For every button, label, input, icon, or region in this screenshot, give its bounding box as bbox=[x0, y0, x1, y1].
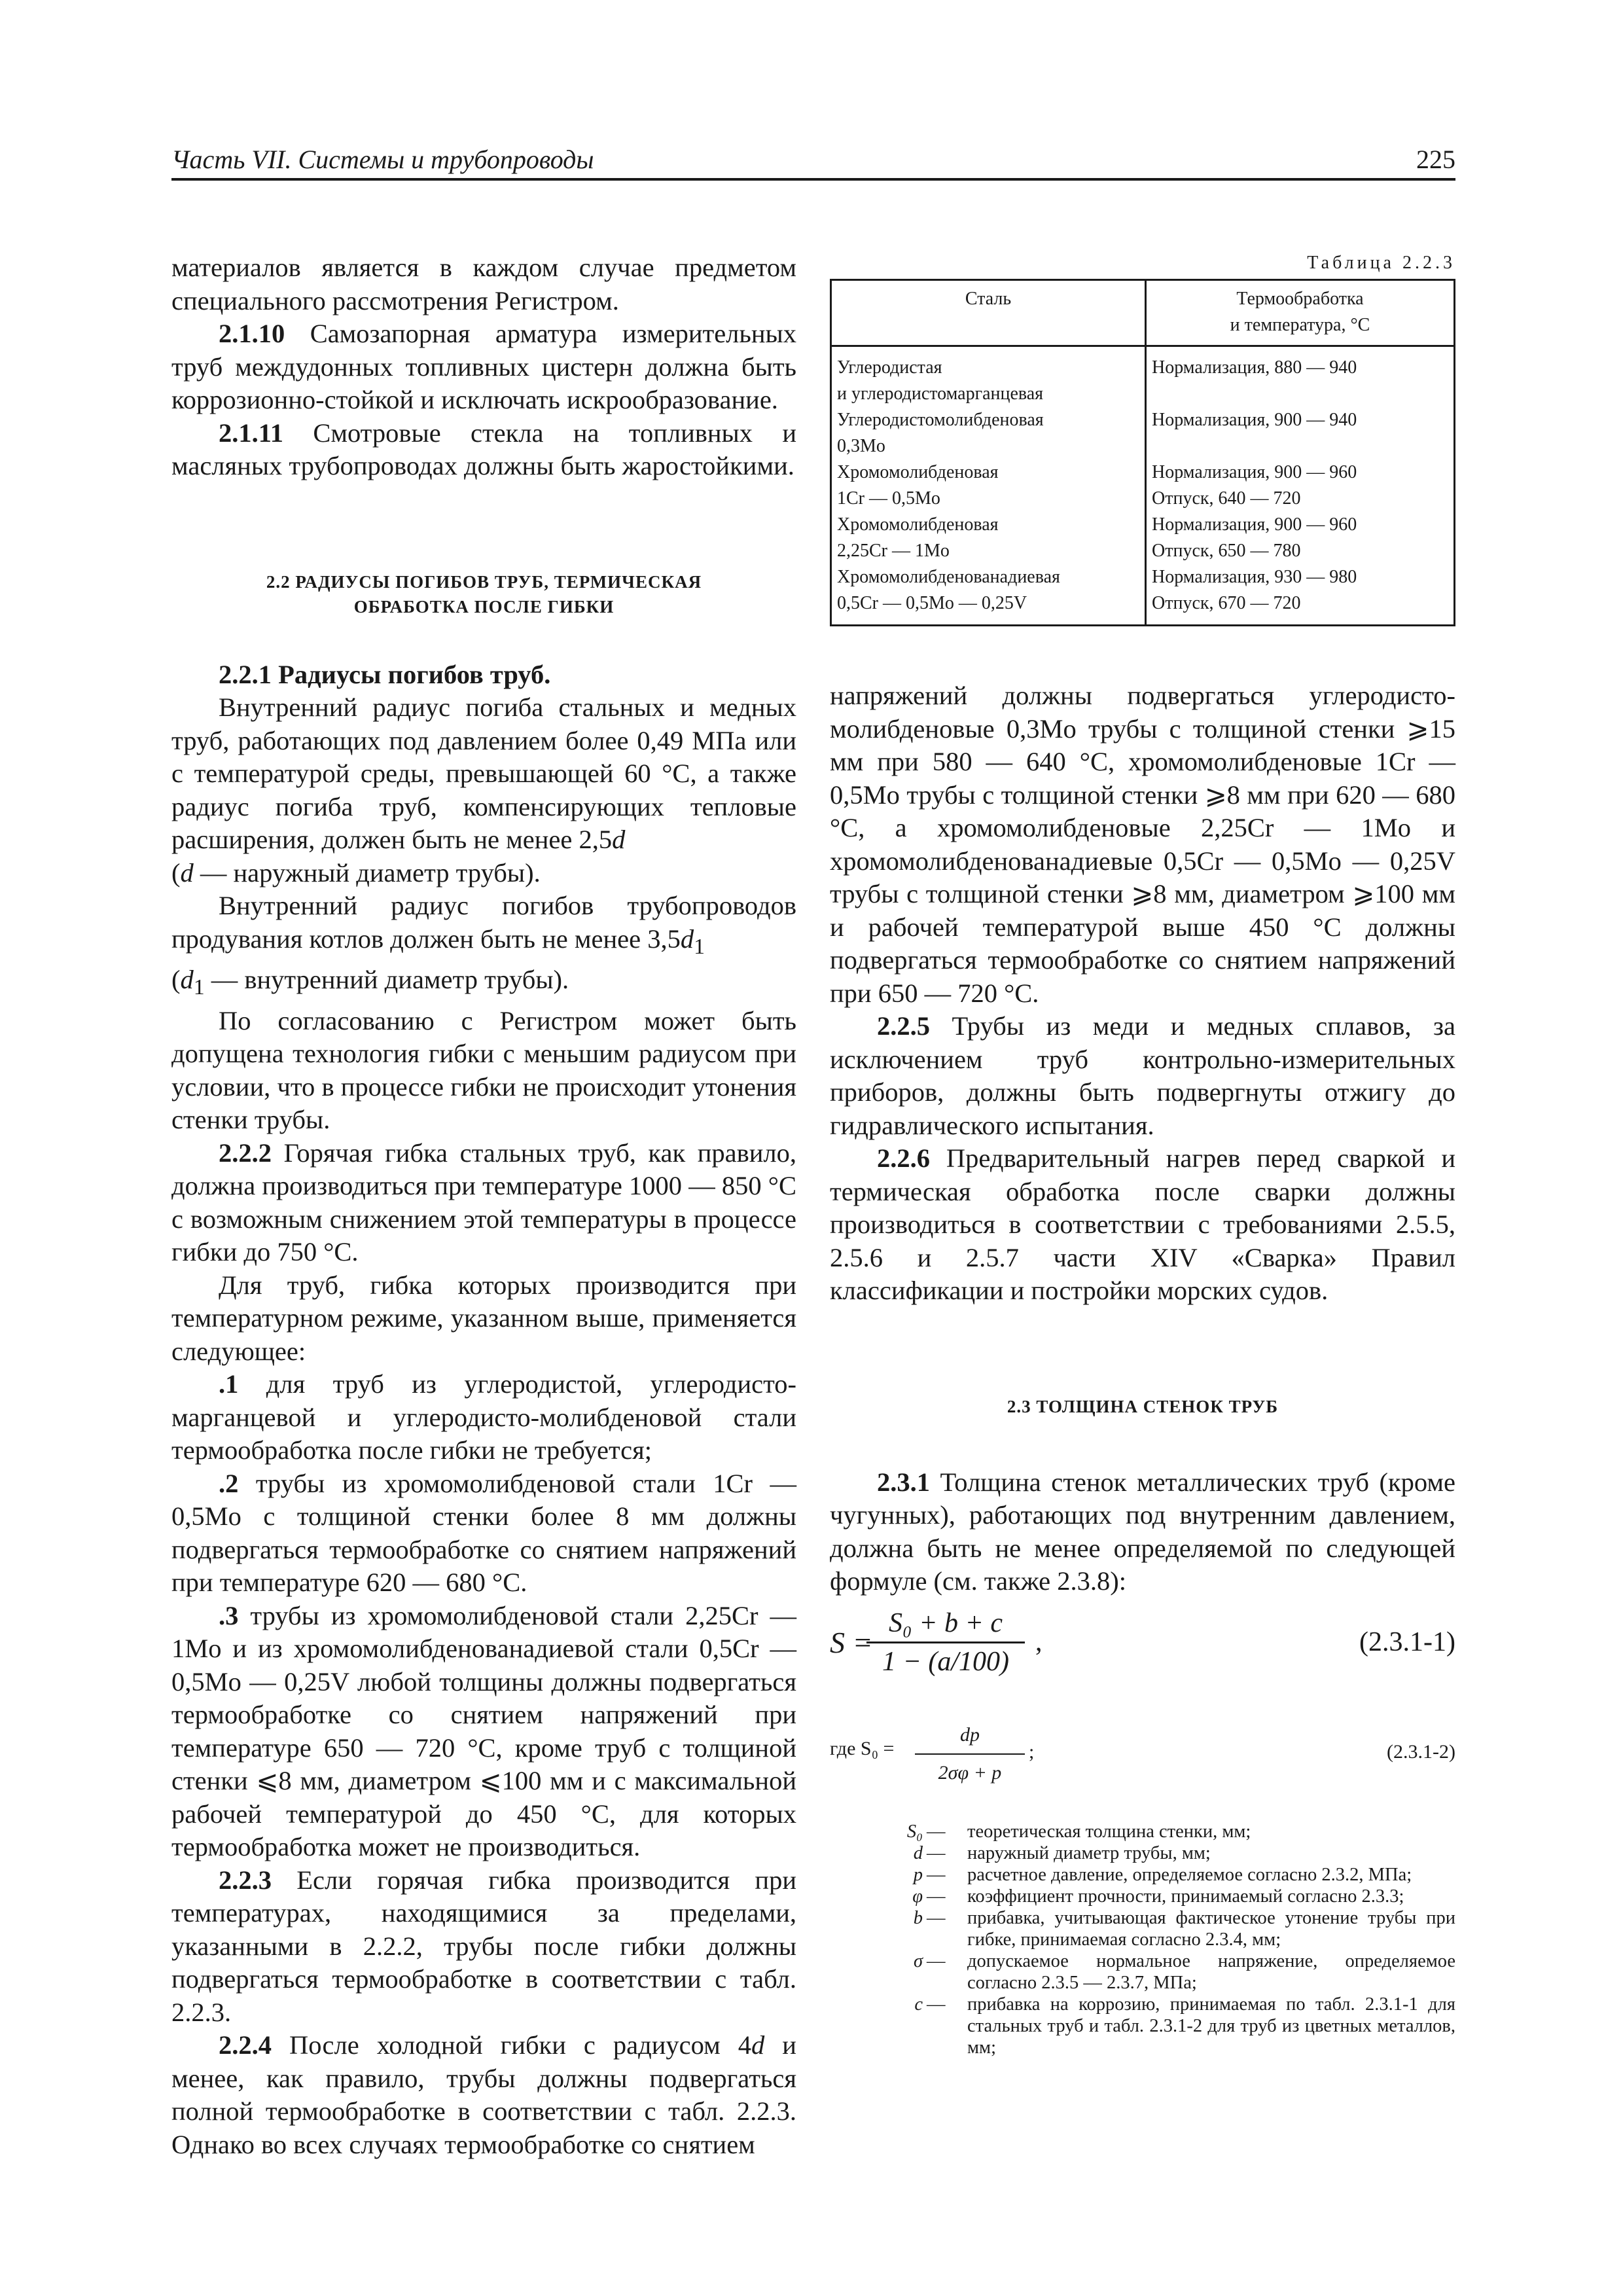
paragraph-2-2-5 bbox=[830, 1010, 1455, 1142]
table-row bbox=[831, 564, 1455, 590]
list-item-1 bbox=[171, 1368, 796, 1467]
table-row bbox=[831, 590, 1455, 626]
formula-fraction bbox=[915, 1719, 1025, 1790]
formula-2-3-1-2 bbox=[830, 1719, 1455, 1782]
cell-treatment: Отпуск, 650 — 780 bbox=[1146, 538, 1455, 564]
cell-steel: Хромомолибденованадиевая bbox=[831, 564, 1146, 590]
cell-treatment: Нормализация, 880 — 940 bbox=[1146, 346, 1455, 382]
symbol-d1: d bbox=[180, 965, 194, 995]
legend-text: расчетное давление, определяемое согласно 2.3.2, МПа; bbox=[967, 1864, 1412, 1885]
cell-steel: 1Cr — 0,5Mo bbox=[831, 486, 1146, 512]
item-text: для труб из углеродистой, углеродисто-марганцевой и углеродисто-молибденовой стали термообработка после гибки не требуется; bbox=[171, 1369, 796, 1465]
clause-number: 2.2.4 bbox=[219, 2030, 272, 2060]
paragraph-2-1-11 bbox=[171, 417, 796, 483]
legend-dash: — bbox=[927, 1821, 946, 1842]
clause-number: 2.1.10 bbox=[219, 319, 285, 348]
header-rule bbox=[171, 178, 1455, 181]
table-block bbox=[830, 251, 1455, 626]
formula-number: (2.3.1-2) bbox=[1387, 1740, 1455, 1763]
paragraph-regime: Для труб, гибка которых производится при температурном режиме, указанном выше, применяется следующее: bbox=[171, 1270, 796, 1366]
clause-text: Трубы из меди и медных сплавов, за исключением труб контрольно-измерительных приборов, должны быть подвергнуты отжигу до гидравлического испытания. bbox=[830, 1011, 1455, 1140]
clause-text: Смотровые стекла на топливных и масляных трубопроводах должны быть жаростойкими. bbox=[171, 418, 796, 480]
list-item-2 bbox=[171, 1467, 796, 1600]
cell-treatment: Нормализация, 930 — 980 bbox=[1146, 564, 1455, 590]
list-item-3 bbox=[171, 1600, 796, 1864]
fraction-bar bbox=[915, 1753, 1025, 1755]
section-heading-2-2 bbox=[171, 569, 796, 619]
legend-item bbox=[830, 1950, 1455, 1994]
legend-text: допускаемое нормальное напряжение, определяемое согласно 2.3.5 — 2.3.7, МПа; bbox=[967, 1950, 1455, 1993]
paragraph-2-2-4 bbox=[171, 2029, 796, 2161]
legend-text: теоретическая толщина стенки, мм; bbox=[967, 1821, 1251, 1842]
legend-text: прибавка, учитывающая фактическое утонение трубы при гибке, принимаемая согласно 2.3.4, мм; bbox=[967, 1907, 1455, 1950]
legend-symbol: p bbox=[913, 1864, 923, 1885]
clause-number: 2.2.2 bbox=[219, 1138, 272, 1168]
table-row bbox=[831, 538, 1455, 564]
text: Внутренний радиус погибов трубопроводов продувания котлов должен быть не менее 3,5 bbox=[171, 891, 796, 954]
legend-item bbox=[830, 1821, 1455, 1842]
page-number: 225 bbox=[1416, 145, 1455, 174]
legend-item bbox=[830, 1907, 1455, 1950]
table-row bbox=[831, 407, 1455, 433]
spacer bbox=[830, 1419, 1455, 1458]
paragraph-2-2-6 bbox=[830, 1142, 1455, 1308]
formula-numerator: S₀ + b + c bbox=[889, 1607, 1003, 1638]
clause-text: Предварительный нагрев перед сваркой и термическая обработка после сварки должны производиться в соответствии с требованиями 2.5.5, 2.5.6 и 2.5.7 части XIV «Сварка» Правил классификации и постройки морских судов. bbox=[830, 1143, 1455, 1305]
item-number: .2 bbox=[219, 1468, 239, 1498]
cell-steel: 0,3Mo bbox=[831, 433, 1146, 459]
paragraph-blowdown-radius: Внутренний радиус погибов трубопроводов продувания котлов должен быть не менее $3,5d_1$ ($d_1$ — внутренний диаметр трубы). bbox=[171, 891, 796, 1000]
cell-steel: 2,25Cr — 1Mo bbox=[831, 538, 1146, 564]
item-text: трубы из хромомолибденовой стали 1Cr — 0,5Mo с толщиной стенки более 8 мм должны подвергаться термообработке со снятием напряжений при температуре 620 — 680 °С. bbox=[171, 1468, 796, 1598]
cell-treatment: Нормализация, 900 — 940 bbox=[1146, 407, 1455, 433]
cell-treatment bbox=[1146, 381, 1455, 407]
subscript: 1 bbox=[694, 934, 705, 959]
clause-text: Если горячая гибка производится при температурах, находящимися за пределами, указанными в 2.2.2, трубы после гибки должны подвергаться термообработке в соответствии с табл. 2.2.3. bbox=[171, 1865, 796, 2027]
cell-steel: Углеродистая bbox=[831, 346, 1146, 382]
cell-steel: и углеродистомарганцевая bbox=[831, 381, 1146, 407]
legend-dash: — bbox=[927, 1842, 946, 1863]
text: Внутренний радиус погиба стальных и медных труб, работающих под давлением более 0,49 МПа или с температурой среды, превышающей 60 °С, а также радиус погиба труб, компенсирующих тепловые расширения, должен быть не менее 2,5 bbox=[171, 692, 796, 854]
spacer bbox=[830, 1679, 1455, 1719]
formula-denominator: 2σφ + p bbox=[938, 1762, 1002, 1784]
formula-number: (2.3.1-1) bbox=[1359, 1626, 1455, 1657]
item-text: трубы из хромомолибденовой стали 2,25Cr — 1Mo и из хромомолибденованадиевой стали 0,5Cr — 0,5Mo — 0,25V любой толщины должны подвергаться термообработке со снятием напряжений при температуре 650 — 720 °С, кроме труб с толщиной стенки ⩽8 мм, диаметром ⩽100 мм и с максимальной рабочей температурой до 450 °С, для которых термообработка может не производиться. bbox=[171, 1600, 796, 1862]
formula-comma: , bbox=[1035, 1626, 1043, 1657]
legend-item bbox=[830, 1994, 1455, 2058]
legend-text: прибавка на коррозию, принимаемая по табл. 2.3.1-1 для стальных труб и табл. 2.3.1-2 для труб из цветных металлов, мм; bbox=[967, 1994, 1455, 2058]
column-header-treatment bbox=[1146, 280, 1455, 346]
symbol-d: d bbox=[180, 857, 194, 888]
paragraph-2-1-10 bbox=[171, 317, 796, 417]
heat-treatment-table bbox=[830, 279, 1455, 626]
symbol-legend bbox=[830, 1821, 1455, 2058]
formula-numerator: dp bbox=[960, 1723, 980, 1746]
table-row bbox=[831, 381, 1455, 407]
clause-text: После холодной гибки с радиусом 4 bbox=[272, 2030, 752, 2060]
text: — наружный диаметр трубы). bbox=[193, 857, 541, 888]
table-row bbox=[831, 346, 1455, 382]
legend-dash: — bbox=[927, 1994, 946, 2015]
left-column bbox=[171, 251, 796, 2161]
heading-line-2: ОБРАБОТКА ПОСЛЕ ГИБКИ bbox=[353, 596, 615, 617]
header-line: Термообработка bbox=[1236, 289, 1364, 309]
clause-text: Толщина стенок металлических труб (кроме чугунных), работающих под внутренним давлением, должна быть не менее определяемой по следующей формуле (см. также 2.3.8): bbox=[830, 1467, 1455, 1596]
paragraph-2-3-1 bbox=[830, 1466, 1455, 1598]
table-row bbox=[831, 459, 1455, 486]
legend-text: коэффициент прочности, принимаемый согласно 2.3.3; bbox=[967, 1886, 1404, 1907]
formula-lhs: S = bbox=[830, 1625, 873, 1659]
subscript: 1 bbox=[193, 975, 205, 1000]
spacer bbox=[830, 1308, 1455, 1394]
formula-fraction bbox=[866, 1606, 1025, 1679]
legend-symbol: c bbox=[914, 1994, 923, 2015]
paragraph-2-2-2 bbox=[171, 1137, 796, 1269]
text: — внутренний диаметр трубы). bbox=[204, 965, 569, 995]
column-header-steel: Сталь bbox=[831, 280, 1146, 346]
heading-line-1: 2.2 РАДИУСЫ ПОГИБОВ ТРУБ, ТЕРМИЧЕСКАЯ bbox=[266, 571, 702, 592]
cell-treatment: Нормализация, 900 — 960 bbox=[1146, 512, 1455, 538]
legend-symbol: d bbox=[913, 1842, 923, 1863]
running-head bbox=[171, 141, 1455, 181]
paragraph-continuation: напряжений должны подвергаться углеродисто-молибденовые 0,3Mo трубы с толщиной стенки ⩾15 мм при 580 — 640 °С, хромомолибденовые 1Cr — 0,5Mo трубы с толщиной стенки ⩾8 мм при 620 — 680 °С, а хромомолибденовые 2,25Cr — 1Mo и хромомолибденованадиевые 0,5Cr — 0,5Mo — 0,25V трубы с толщиной стенки ⩾8 мм, диаметром ⩾100 мм и рабочей температурой выше 450 °С должны подвергаться термообработке со снятием напряжений при 650 — 720 °С. bbox=[830, 681, 1455, 1008]
clause-text: Горячая гибка стальных труб, как правило, должна производиться при температуре 1000 — 850 °С с возможным снижением этой температуры в процессе гибки до 750 °С. bbox=[171, 1138, 796, 1267]
formula-denominator: 1 − (a/100) bbox=[882, 1646, 1009, 1677]
cell-treatment bbox=[1146, 433, 1455, 459]
legend-symbol: σ bbox=[913, 1950, 923, 1971]
clause-number: 2.1.11 bbox=[219, 418, 284, 448]
legend-symbol: b bbox=[913, 1907, 923, 1928]
legend-dash: — bbox=[927, 1886, 946, 1907]
legend-item bbox=[830, 1842, 1455, 1864]
section-heading-2-3: 2.3 ТОЛЩИНА СТЕНОК ТРУБ bbox=[1007, 1396, 1279, 1416]
clause-text: и менее, как правило, трубы должны подвергаться полной термообработке в соответствии с табл. 2.2.3. Однако во всех случаях термообработке со снятием bbox=[171, 2030, 796, 2159]
symbol-d1: d bbox=[680, 924, 694, 954]
paragraph-bend-radius: Внутренний радиус погиба стальных и медных труб, работающих под давлением более 0,49 МПа или с температурой среды, превышающей 60 °С, а также радиус погиба труб, компенсирующих тепловые расширения, должен быть не менее 2,5d (d — наружный диаметр трубы). bbox=[171, 692, 796, 888]
clause-number: 2.3.1 bbox=[877, 1467, 930, 1497]
table-caption: Таблица 2.2.3 bbox=[1307, 253, 1455, 273]
cell-treatment: Отпуск, 670 — 720 bbox=[1146, 590, 1455, 626]
clause-number: 2.2.5 bbox=[877, 1011, 930, 1041]
right-column bbox=[830, 679, 1455, 2058]
cell-treatment: Отпуск, 640 — 720 bbox=[1146, 486, 1455, 512]
spacer bbox=[171, 619, 796, 658]
legend-dash: — bbox=[927, 1907, 946, 1928]
formula-prefix: где S₀ = bbox=[830, 1737, 895, 1759]
header-line: и температура, °С bbox=[1230, 315, 1370, 335]
cell-treatment: Нормализация, 900 — 960 bbox=[1146, 459, 1455, 486]
legend-symbol: φ bbox=[912, 1886, 923, 1907]
clause-number: 2.2.3 bbox=[219, 1865, 272, 1895]
running-head-title: Часть VII. Системы и трубопроводы bbox=[171, 145, 594, 174]
table-row bbox=[831, 433, 1455, 459]
symbol-d: d bbox=[751, 2030, 765, 2060]
item-number: .3 bbox=[219, 1600, 239, 1630]
paragraph-2-2-3 bbox=[171, 1864, 796, 2030]
legend-symbol: S₀ bbox=[906, 1821, 923, 1842]
legend-text: наружный диаметр трубы, мм; bbox=[967, 1842, 1211, 1863]
spacer bbox=[830, 1458, 1455, 1466]
legend-item bbox=[830, 1886, 1455, 1907]
cell-steel: Хромомолибденовая bbox=[831, 512, 1146, 538]
symbol-d: d bbox=[612, 825, 626, 854]
clause-text: Самозапорная арматура измерительных труб междудонных топливных цистерн должна быть коррозионно-стойкой и исключать искрообразование. bbox=[171, 319, 796, 414]
table-header-row bbox=[831, 280, 1455, 346]
paragraph-continuation: материалов является в каждом случае предметом специального рассмотрения Регистром. bbox=[171, 253, 796, 315]
paragraph-agreement: По согласованию с Регистром может быть допущена технология гибки с меньшим радиусом при условии, что в процессе гибки не происходит утонения стенки трубы. bbox=[171, 1005, 796, 1135]
fraction-bar bbox=[866, 1641, 1025, 1643]
table-row bbox=[831, 512, 1455, 538]
formula-2-3-1-1 bbox=[830, 1606, 1455, 1679]
spacer bbox=[171, 483, 796, 569]
cell-steel: Углеродистомолибденовая bbox=[831, 407, 1146, 433]
cell-steel: 0,5Cr — 0,5Mo — 0,25V bbox=[831, 590, 1146, 626]
subheading-2-2-1: 2.2.1 Радиусы погибов труб. bbox=[219, 659, 551, 689]
table-row bbox=[831, 486, 1455, 512]
cell-steel: Хромомолибденовая bbox=[831, 459, 1146, 486]
clause-number: 2.2.6 bbox=[877, 1143, 930, 1173]
item-number: .1 bbox=[219, 1369, 239, 1399]
spacer bbox=[830, 1598, 1455, 1606]
legend-dash: — bbox=[927, 1950, 946, 1971]
legend-item bbox=[830, 1864, 1455, 1886]
formula-semicolon: ; bbox=[1029, 1740, 1035, 1763]
legend-dash: — bbox=[927, 1864, 946, 1885]
